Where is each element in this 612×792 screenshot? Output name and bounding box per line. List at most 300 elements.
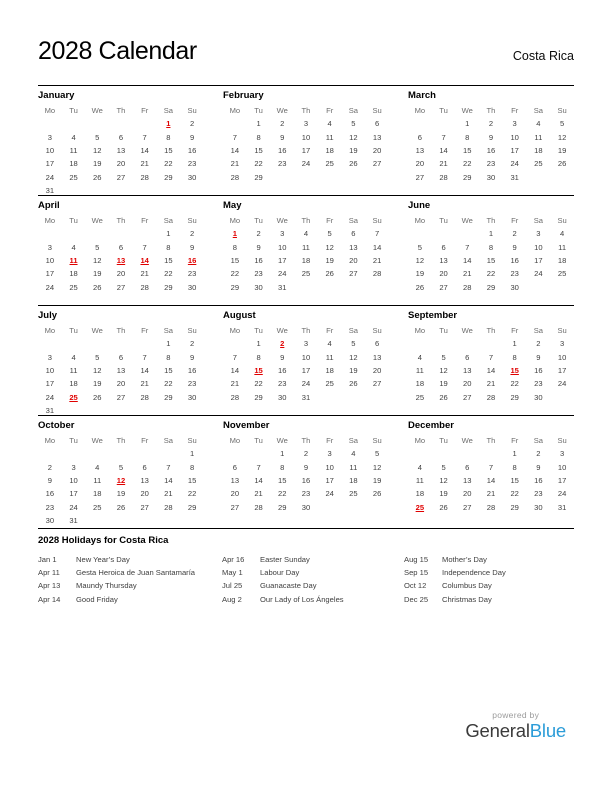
brand-logo: [465, 721, 566, 741]
day-cell: 3: [512, 119, 517, 129]
day-cell: 22: [254, 159, 263, 169]
day-cell: 17: [301, 145, 311, 155]
weekday-header: Th: [301, 215, 311, 225]
day-cell: 7: [374, 229, 380, 239]
day-cell: 5: [95, 352, 100, 362]
day-cell: 29: [254, 172, 263, 182]
day-cell: 30: [534, 502, 543, 512]
holiday-name: Independence Day: [442, 568, 506, 578]
day-cell: 4: [303, 229, 309, 239]
empty-cell: [109, 447, 133, 460]
day-cell: 23: [510, 269, 519, 279]
day-cell: 5: [374, 449, 380, 459]
day-cell: 5: [351, 339, 356, 349]
day-cell: 15: [254, 145, 263, 155]
weekday-header: Sa: [163, 215, 174, 225]
weekday-header: We: [276, 435, 288, 445]
month-row: [38, 415, 574, 529]
weekday-header: Mo: [229, 105, 241, 115]
empty-cell: [62, 404, 86, 417]
day-cell: 30: [486, 172, 496, 182]
holidays-title: 2028 Holidays for Costa Rica: [38, 535, 169, 546]
day-cell: 14: [254, 475, 263, 485]
day-cell: 29: [486, 282, 496, 292]
holiday-item: [38, 593, 222, 606]
day-cell: 30: [278, 392, 287, 402]
day-cell: 20: [116, 159, 126, 169]
day-cell: 27: [415, 172, 425, 182]
day-cell: 10: [534, 242, 543, 252]
day-cell: 1: [488, 229, 494, 239]
day-cell: 6: [232, 462, 237, 472]
weekday-header: Mo: [229, 325, 241, 335]
weekday-header: We: [276, 105, 288, 115]
page-title: 2028 Calendar: [38, 37, 197, 65]
holiday-name: Our Lady of Los Ángeles: [260, 594, 344, 604]
day-cell: 23: [187, 159, 197, 169]
day-cell: 3: [280, 229, 285, 239]
day-cell: 20: [140, 489, 149, 499]
day-cell: 17: [301, 365, 311, 375]
empty-cell: [342, 281, 366, 294]
month-table: [38, 433, 204, 527]
day-cell: 9: [47, 475, 52, 485]
month-title: September: [408, 310, 458, 321]
empty-cell: [38, 337, 62, 350]
empty-cell: [408, 337, 432, 350]
weekday-header: Sa: [348, 215, 359, 225]
holiday-item: [404, 593, 574, 606]
weekday-header-row: [38, 433, 204, 447]
day-cell: 14: [140, 145, 149, 155]
empty-cell: [365, 501, 389, 514]
day-cell: 17: [69, 489, 78, 499]
week-row: [38, 281, 204, 294]
week-row: [38, 447, 204, 460]
day-cell: 6: [142, 462, 147, 472]
day-cell: 8: [280, 462, 285, 472]
day-cell: 4: [327, 339, 332, 349]
day-cell: 28: [372, 269, 382, 279]
empty-cell: [294, 171, 318, 184]
weekday-header: We: [91, 325, 103, 335]
day-cell: 18: [534, 145, 543, 155]
weekday-header: Fr: [511, 105, 519, 115]
week-row: [223, 144, 389, 157]
weekday-header-row: [408, 103, 574, 117]
empty-cell: [180, 184, 204, 197]
week-row: [408, 474, 574, 487]
empty-cell: [342, 171, 366, 184]
day-cell: 22: [254, 379, 263, 389]
day-cell: 8: [256, 352, 261, 362]
week-row: [38, 171, 204, 184]
weekday-header: Mo: [229, 435, 241, 445]
weekday-header: Mo: [44, 105, 56, 115]
month-table: [408, 433, 574, 514]
day-cell: 21: [486, 489, 496, 499]
day-cell: 2: [488, 119, 494, 129]
day-cell: 13: [140, 475, 149, 485]
day-cell: 20: [116, 379, 126, 389]
day-cell: 17: [557, 475, 567, 485]
day-cell: 14: [140, 255, 149, 265]
day-cell: 17: [278, 255, 287, 265]
weekday-header: Tu: [69, 325, 78, 335]
empty-cell: [342, 391, 366, 404]
weekday-header: Fr: [141, 105, 149, 115]
day-cell: 28: [486, 392, 496, 402]
day-cell: 7: [441, 132, 446, 142]
weekday-header: Th: [116, 435, 126, 445]
week-row: [223, 447, 389, 460]
empty-cell: [432, 227, 456, 240]
day-cell: 6: [351, 229, 356, 239]
weekday-header: Th: [116, 215, 126, 225]
day-cell: 26: [415, 282, 425, 292]
empty-cell: [294, 281, 318, 294]
week-row: [223, 364, 389, 377]
weekday-header: Tu: [69, 435, 78, 445]
day-cell: 7: [142, 352, 147, 362]
day-cell: 25: [69, 282, 78, 292]
day-cell: 8: [512, 462, 517, 472]
day-cell: 15: [486, 255, 496, 265]
brand-blue-text: Blue: [529, 719, 566, 741]
day-cell: 28: [463, 282, 472, 292]
day-cell: 23: [486, 159, 496, 169]
week-row: [223, 460, 389, 473]
weekday-header: Su: [372, 215, 382, 225]
weekday-header-row: [223, 433, 389, 447]
day-cell: 18: [415, 489, 425, 499]
day-cell: 6: [417, 132, 422, 142]
weekday-header: Sa: [348, 105, 359, 115]
day-cell: 12: [349, 132, 358, 142]
day-cell: 2: [303, 449, 309, 459]
empty-cell: [85, 514, 109, 527]
day-cell: 29: [187, 502, 197, 512]
day-cell: 2: [47, 462, 52, 472]
empty-cell: [133, 404, 157, 417]
holiday-name: Guanacaste Day: [260, 581, 317, 591]
day-cell: 1: [256, 119, 261, 129]
day-cell: 22: [463, 159, 472, 169]
empty-cell: [85, 337, 109, 350]
day-cell: 18: [93, 489, 102, 499]
weekday-header: Su: [372, 435, 382, 445]
month-title: July: [38, 310, 58, 321]
week-row: [223, 474, 389, 487]
weekday-header: Fr: [511, 215, 519, 225]
week-row: [408, 144, 574, 157]
holiday-date: Sep 15: [404, 568, 429, 578]
header: [38, 0, 574, 85]
weekday-header: Th: [301, 105, 311, 115]
empty-cell: [157, 404, 181, 417]
day-cell: 27: [372, 159, 382, 169]
day-cell: 19: [439, 379, 448, 389]
day-cell: 20: [116, 269, 126, 279]
month-title: January: [38, 90, 75, 101]
empty-cell: [157, 447, 181, 460]
empty-cell: [62, 447, 86, 460]
weekday-header: Sa: [163, 435, 174, 445]
day-cell: 14: [230, 365, 240, 375]
month-table: [38, 103, 204, 197]
day-cell: 11: [349, 462, 358, 472]
day-cell: 10: [301, 352, 311, 362]
day-cell: 3: [327, 449, 332, 459]
week-row: [38, 364, 204, 377]
day-cell: 26: [349, 159, 358, 169]
empty-cell: [38, 227, 62, 240]
day-cell: 14: [164, 475, 173, 485]
month-june: [408, 198, 574, 305]
day-cell: 2: [280, 339, 285, 349]
holiday-item: [38, 579, 222, 592]
day-cell: 7: [256, 462, 261, 472]
day-cell: 8: [232, 242, 237, 252]
day-cell: 23: [534, 489, 543, 499]
day-cell: 13: [372, 352, 382, 362]
day-cell: 26: [349, 379, 358, 389]
weekday-header: Mo: [414, 215, 426, 225]
weekday-header-row: [38, 213, 204, 227]
day-cell: 29: [230, 282, 240, 292]
day-cell: 24: [45, 392, 55, 402]
day-cell: 30: [534, 392, 543, 402]
holiday-name: Gesta Heroica de Juan Santamaría: [76, 568, 196, 578]
month-row: [38, 195, 574, 305]
day-cell: 29: [164, 172, 173, 182]
day-cell: 10: [301, 132, 311, 142]
empty-cell: [109, 337, 133, 350]
empty-cell: [342, 501, 366, 514]
day-cell: 30: [254, 282, 263, 292]
day-cell: 31: [557, 502, 567, 512]
day-cell: 20: [372, 145, 382, 155]
empty-cell: [455, 227, 479, 240]
day-cell: 6: [374, 119, 380, 129]
day-cell: 25: [301, 269, 311, 279]
day-cell: 18: [69, 269, 78, 279]
day-cell: 15: [164, 145, 173, 155]
holiday-date: Apr 14: [38, 594, 61, 604]
empty-cell: [133, 514, 157, 527]
day-cell: 17: [557, 365, 567, 375]
month-may: [223, 198, 389, 305]
day-cell: 25: [557, 269, 567, 279]
month-table: [38, 323, 204, 417]
weekday-header: We: [461, 105, 473, 115]
holiday-date: Jul 25: [222, 581, 243, 591]
day-cell: 23: [301, 489, 311, 499]
day-cell: 9: [303, 462, 309, 472]
day-cell: 4: [327, 119, 332, 129]
week-row: [408, 501, 574, 514]
month-title: May: [223, 200, 242, 211]
day-cell: 18: [415, 379, 425, 389]
weekday-header: Th: [116, 325, 126, 335]
month-title: June: [408, 200, 431, 211]
weekday-header: Su: [557, 105, 567, 115]
holiday-item: [38, 566, 222, 579]
week-row: [38, 130, 204, 143]
week-row: [38, 227, 204, 240]
day-cell: 5: [417, 242, 422, 252]
day-cell: 11: [558, 242, 567, 252]
empty-cell: [109, 117, 133, 130]
day-cell: 5: [95, 242, 100, 252]
day-cell: 22: [187, 489, 197, 499]
weekday-header: Su: [372, 105, 382, 115]
day-cell: 20: [372, 365, 382, 375]
day-cell: 17: [45, 269, 55, 279]
empty-cell: [38, 447, 62, 460]
day-cell: 25: [534, 159, 543, 169]
day-cell: 18: [557, 255, 567, 265]
day-cell: 19: [349, 145, 358, 155]
holiday-column: [222, 553, 404, 606]
day-cell: 28: [254, 502, 263, 512]
weekday-header: Fr: [511, 325, 519, 335]
day-cell: 8: [189, 462, 195, 472]
day-cell: 29: [463, 172, 472, 182]
day-cell: 4: [71, 242, 76, 252]
day-cell: 20: [463, 379, 472, 389]
week-row: [223, 171, 389, 184]
day-cell: 7: [166, 462, 171, 472]
day-cell: 10: [557, 462, 567, 472]
day-cell: 8: [465, 132, 470, 142]
day-cell: 1: [232, 229, 237, 239]
holiday-item: [404, 566, 574, 579]
empty-cell: [62, 184, 86, 197]
weekday-header: Fr: [326, 215, 334, 225]
day-cell: 10: [45, 145, 55, 155]
weekday-header: We: [91, 435, 103, 445]
weekday-header: Mo: [414, 435, 426, 445]
week-row: [408, 281, 574, 294]
day-cell: 1: [280, 449, 285, 459]
day-cell: 11: [69, 255, 78, 265]
day-cell: 13: [463, 475, 472, 485]
day-cell: 17: [325, 475, 334, 485]
country-label: Costa Rica: [512, 49, 574, 64]
day-cell: 13: [116, 365, 126, 375]
week-row: [408, 487, 574, 500]
weekday-header: Mo: [44, 215, 56, 225]
month-row: [38, 85, 574, 195]
day-cell: 4: [417, 462, 422, 472]
day-cell: 21: [439, 159, 448, 169]
week-row: [38, 514, 204, 527]
day-cell: 12: [93, 255, 102, 265]
empty-cell: [479, 337, 503, 350]
weekday-header: We: [276, 325, 288, 335]
day-cell: 6: [374, 339, 380, 349]
weekday-header-row: [38, 323, 204, 337]
day-cell: 19: [93, 159, 102, 169]
day-cell: 30: [45, 516, 55, 526]
day-cell: 20: [230, 489, 240, 499]
day-cell: 27: [230, 502, 240, 512]
day-cell: 21: [140, 159, 149, 169]
day-cell: 7: [142, 242, 147, 252]
weekday-header: Mo: [414, 325, 426, 335]
empty-cell: [318, 171, 342, 184]
week-row: [223, 377, 389, 390]
footer: [465, 710, 566, 741]
weekday-header: We: [461, 435, 473, 445]
day-cell: 2: [256, 229, 261, 239]
holiday-item: [38, 553, 222, 566]
day-cell: 19: [349, 365, 358, 375]
weekday-header: Sa: [163, 325, 174, 335]
day-cell: 10: [45, 255, 55, 265]
weekday-header: Sa: [533, 325, 544, 335]
weekday-header: Tu: [439, 105, 448, 115]
empty-cell: [109, 404, 133, 417]
day-cell: 11: [69, 365, 78, 375]
day-cell: 22: [164, 379, 173, 389]
empty-cell: [365, 281, 389, 294]
day-cell: 29: [510, 502, 519, 512]
day-cell: 12: [439, 365, 448, 375]
day-cell: 12: [415, 255, 425, 265]
day-cell: 31: [69, 516, 78, 526]
weekday-header: Mo: [44, 435, 56, 445]
day-cell: 9: [189, 352, 195, 362]
weekday-header: Tu: [439, 215, 448, 225]
day-cell: 25: [69, 392, 78, 402]
week-row: [408, 391, 574, 404]
empty-cell: [133, 447, 157, 460]
week-row: [408, 130, 574, 143]
day-cell: 18: [69, 159, 78, 169]
empty-cell: [180, 404, 204, 417]
day-cell: 4: [351, 449, 356, 459]
day-cell: 16: [254, 255, 263, 265]
calendar-grid: [38, 85, 574, 529]
weekday-header: Th: [301, 325, 311, 335]
day-cell: 16: [301, 475, 311, 485]
day-cell: 5: [327, 229, 332, 239]
day-cell: 2: [189, 229, 195, 239]
empty-cell: [550, 171, 574, 184]
day-cell: 22: [486, 269, 496, 279]
day-cell: 25: [325, 159, 334, 169]
weekday-header: Sa: [348, 435, 359, 445]
week-row: [223, 487, 389, 500]
day-cell: 23: [254, 269, 263, 279]
empty-cell: [85, 447, 109, 460]
week-row: [38, 474, 204, 487]
day-cell: 30: [301, 502, 311, 512]
day-cell: 3: [303, 119, 309, 129]
day-cell: 8: [166, 132, 171, 142]
day-cell: 15: [510, 475, 519, 485]
weekday-header: Fr: [141, 435, 149, 445]
day-cell: 21: [463, 269, 472, 279]
weekday-header: Tu: [254, 325, 263, 335]
day-cell: 27: [463, 392, 472, 402]
empty-cell: [408, 227, 432, 240]
day-cell: 4: [559, 229, 565, 239]
empty-cell: [365, 391, 389, 404]
day-cell: 26: [557, 159, 567, 169]
